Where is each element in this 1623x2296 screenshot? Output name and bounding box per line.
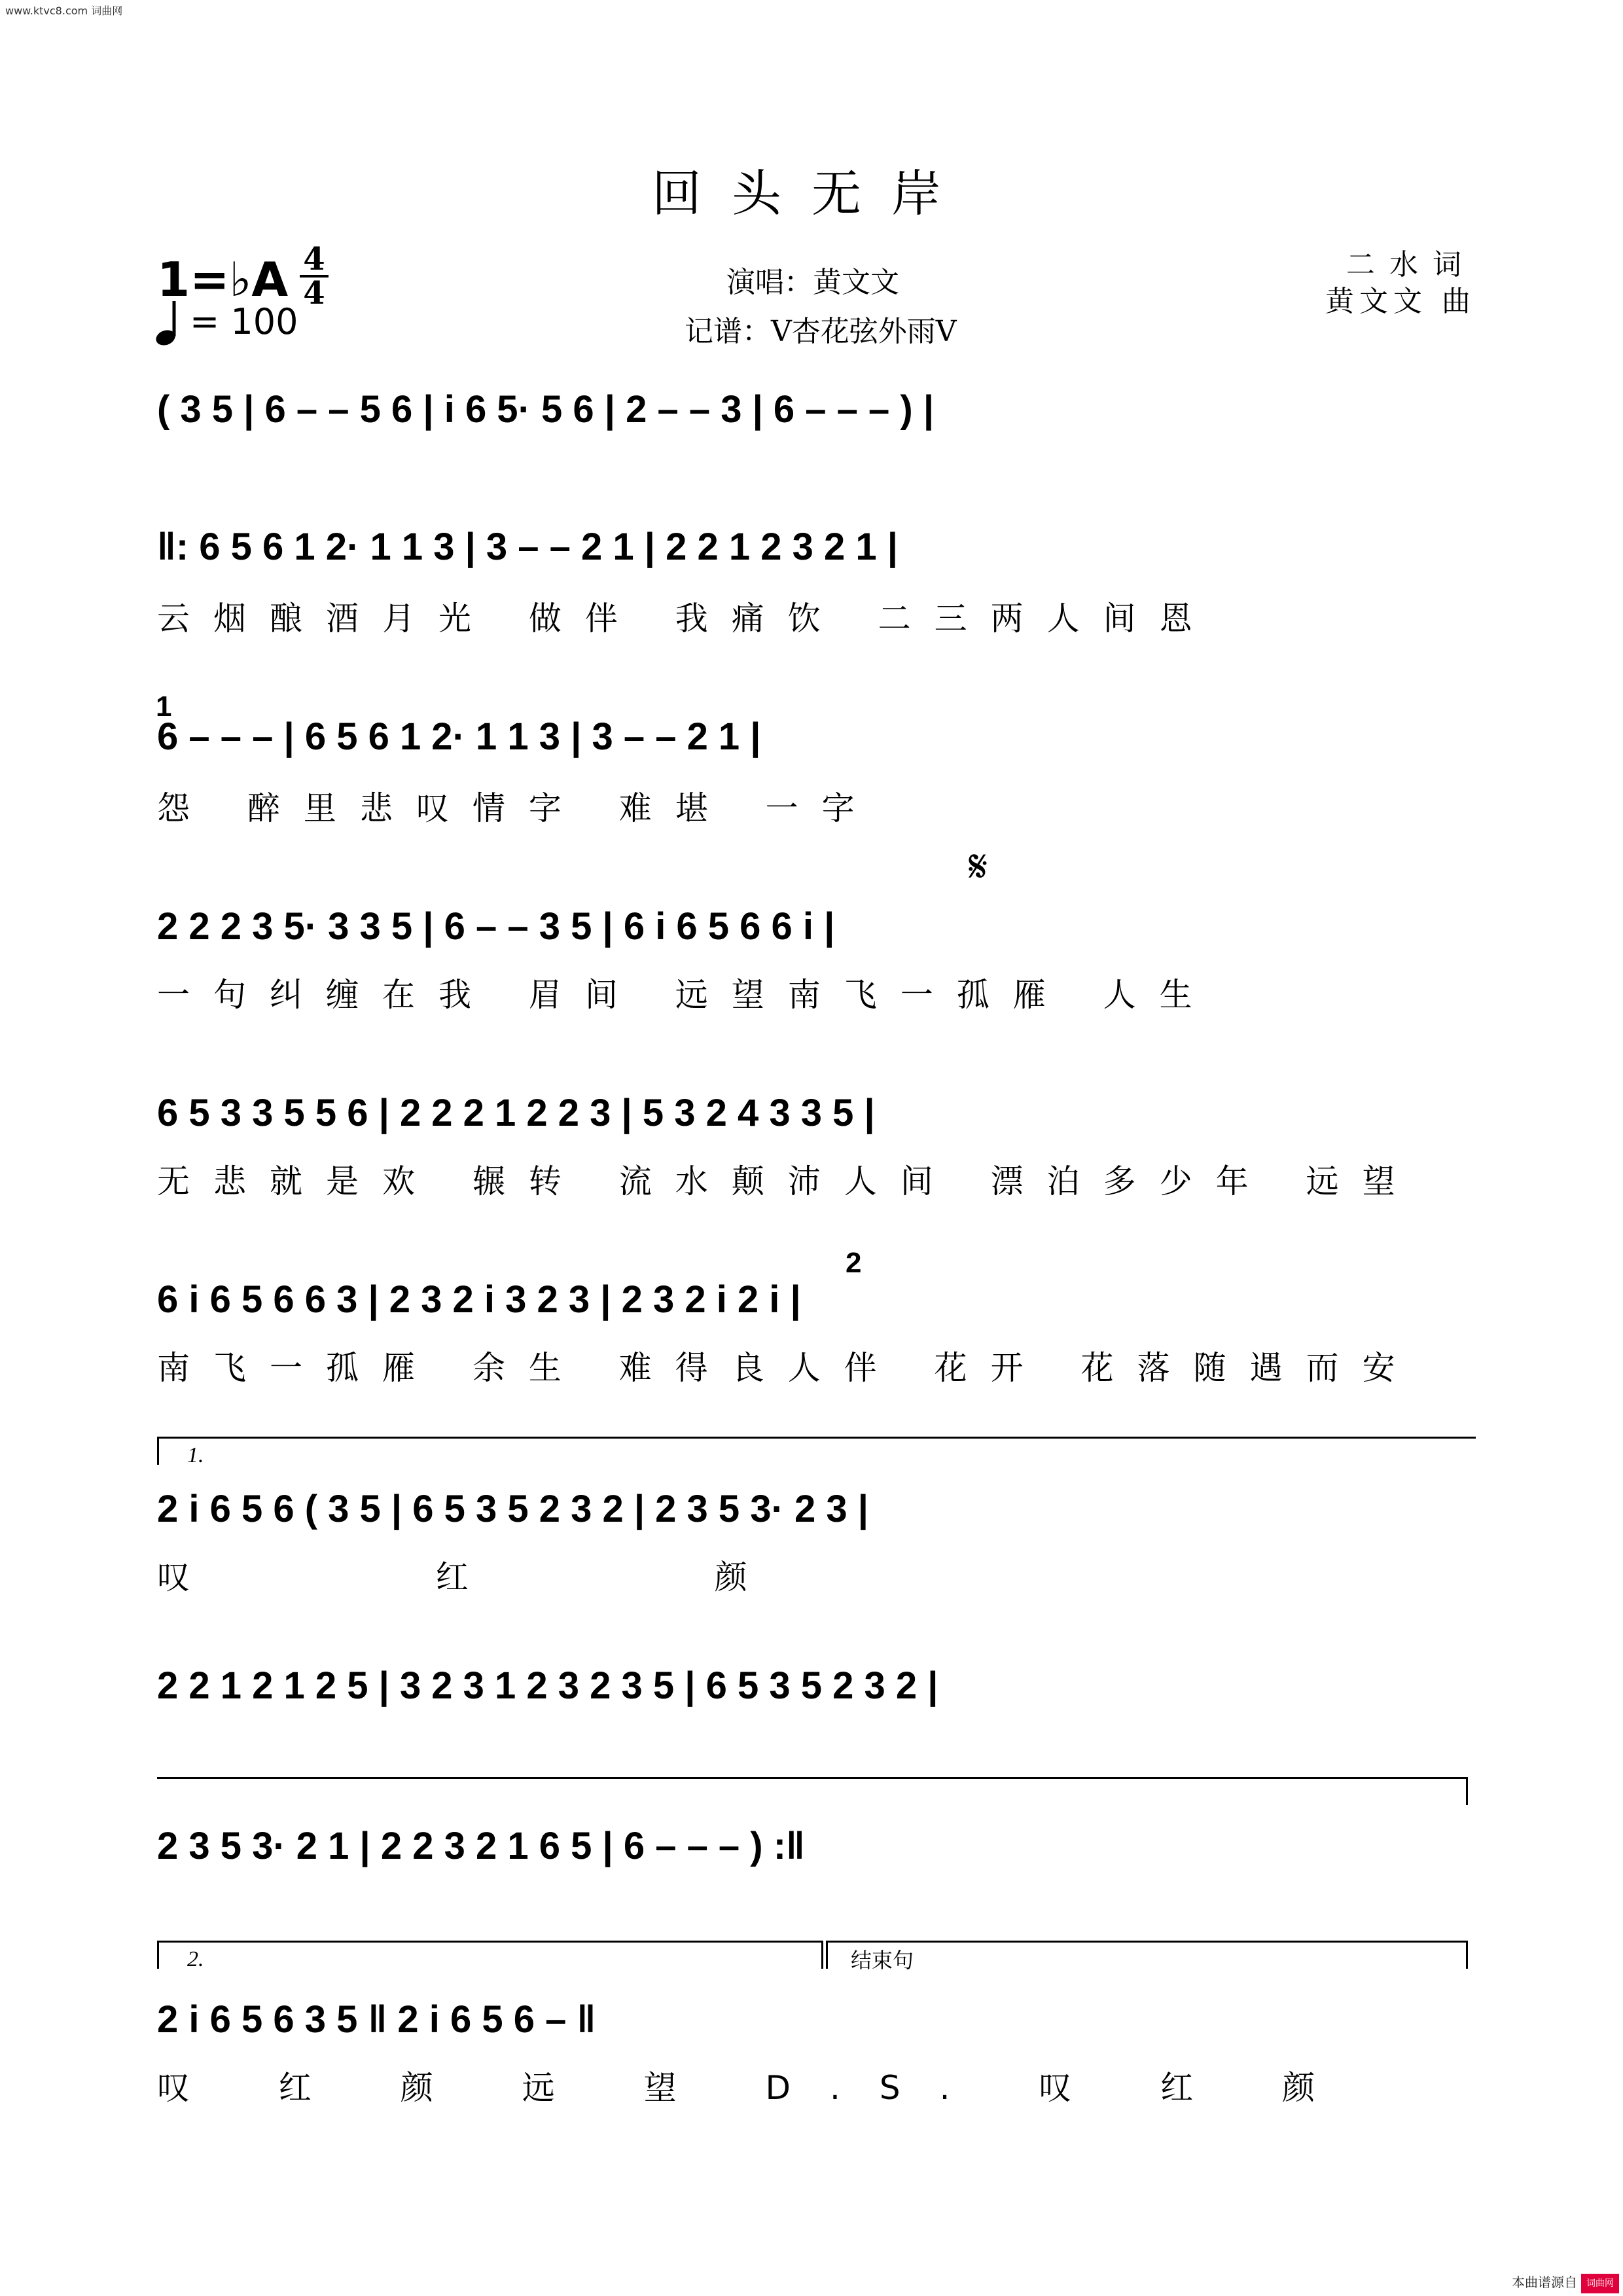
grace-note-1: 1 (156, 691, 172, 723)
segno-sign: 𝄋 (969, 841, 988, 893)
notation-line-8: 2 2 1 2 1 2 5 | 3 2 3 1 2 3 2 3 5 | 6 5 3 5 2 3 2 | (157, 1664, 938, 1707)
notation-line-2: ‖: 6 5 6 1 2· 1 1 3 | 3 – – 2 1 | 2 2 1 2 3 2 1 | (157, 525, 898, 568)
volta-label-2: 2. (187, 1947, 204, 1971)
site-watermark-top: www.ktvc8.com 词曲网 (5, 5, 123, 17)
time-signature-bottom: 4 (303, 275, 325, 312)
lyricist-credit: 二水词 (1346, 248, 1476, 281)
time-signature-top: 4 (303, 241, 325, 278)
composer-credit: 黄文文 曲 (1325, 285, 1476, 318)
site-logo: 词曲网 (1581, 2274, 1619, 2293)
transcriber-credit: 记谱：V杏花弦外雨V (685, 315, 957, 348)
notation-line-5: 6 5 3 3 5 5 6 | 2 2 2 1 2 2 3 | 5 3 2 4 3 3 5 | (157, 1091, 875, 1134)
ending-label: 结束句 (851, 1948, 914, 1973)
grace-note-2: 2 (846, 1247, 862, 1279)
singer-credit: 演唱：黄文文 (726, 266, 899, 299)
lyric-line-3: 怨 醉里悲叹情字 难堪 一字 (157, 789, 878, 827)
notation-line-7: 2 i 6 5 6 ( 3 5 | 6 5 3 5 2 3 2 | 2 3 5 3· 2 3 | (157, 1487, 868, 1530)
song-title: 回头无岸 (652, 164, 971, 223)
tempo-marking: = 100 (190, 301, 298, 342)
notation-line-4: 2 2 2 3 5· 3 3 5 | 6 – – 3 5 | 6 i 6 5 6 6 i | (157, 905, 835, 948)
volta-bracket-2 (157, 1941, 823, 1969)
lyric-line-4: 一句纠缠在我 眉间 远望南飞一孤雁 人生 (157, 976, 1216, 1014)
lyric-line-2: 云烟酿酒月光 做伴 我痛饮 二三两人间恩 (157, 600, 1216, 637)
notation-line-1: ( 3 5 | 6 – – 5 6 | i 6 5· 5 6 | 2 – – 3 | 6 – – – ) | (157, 387, 935, 431)
notation-line-10: 2 i 6 5 6 3 5 ‖ 2 i 6 5 6 – ‖ (157, 1998, 596, 2041)
site-watermark-bottom: 本曲谱源自 (1512, 2274, 1577, 2290)
key-signature: 1=♭A (157, 252, 289, 307)
notation-line-3: 6 – – – | 6 5 6 1 2· 1 1 3 | 3 – – 2 1 | (157, 715, 761, 758)
time-signature (296, 241, 332, 312)
lyric-line-5: 无悲就是欢 辗转 流水颠沛人间 漂泊多少年 远望 (157, 1162, 1419, 1200)
notation-line-6: 6 i 6 5 6 6 3 | 2 3 2 i 3 2 3 | 2 3 2 i 2 i | (157, 1278, 801, 1321)
notation-line-9: 2 3 5 3· 2 1 | 2 2 3 2 1 6 5 | 6 – – – ) :‖ (157, 1824, 805, 1867)
volta-bracket-1 (157, 1437, 1476, 1465)
volta-label-1: 1. (187, 1443, 204, 1467)
ending-bracket (826, 1941, 1468, 1969)
lyric-line-7: 叹 红 颜 (157, 1558, 865, 1596)
quarter-note-icon (152, 298, 181, 348)
repeat-bracket-line (157, 1777, 1468, 1805)
lyric-line-10: 叹 红 颜 远 望 D.S. 叹 红 颜 (157, 2069, 1355, 2107)
lyric-line-6: 南飞一孤雁 余生 难得良人伴 花开 花落随遇而安 (157, 1349, 1419, 1387)
